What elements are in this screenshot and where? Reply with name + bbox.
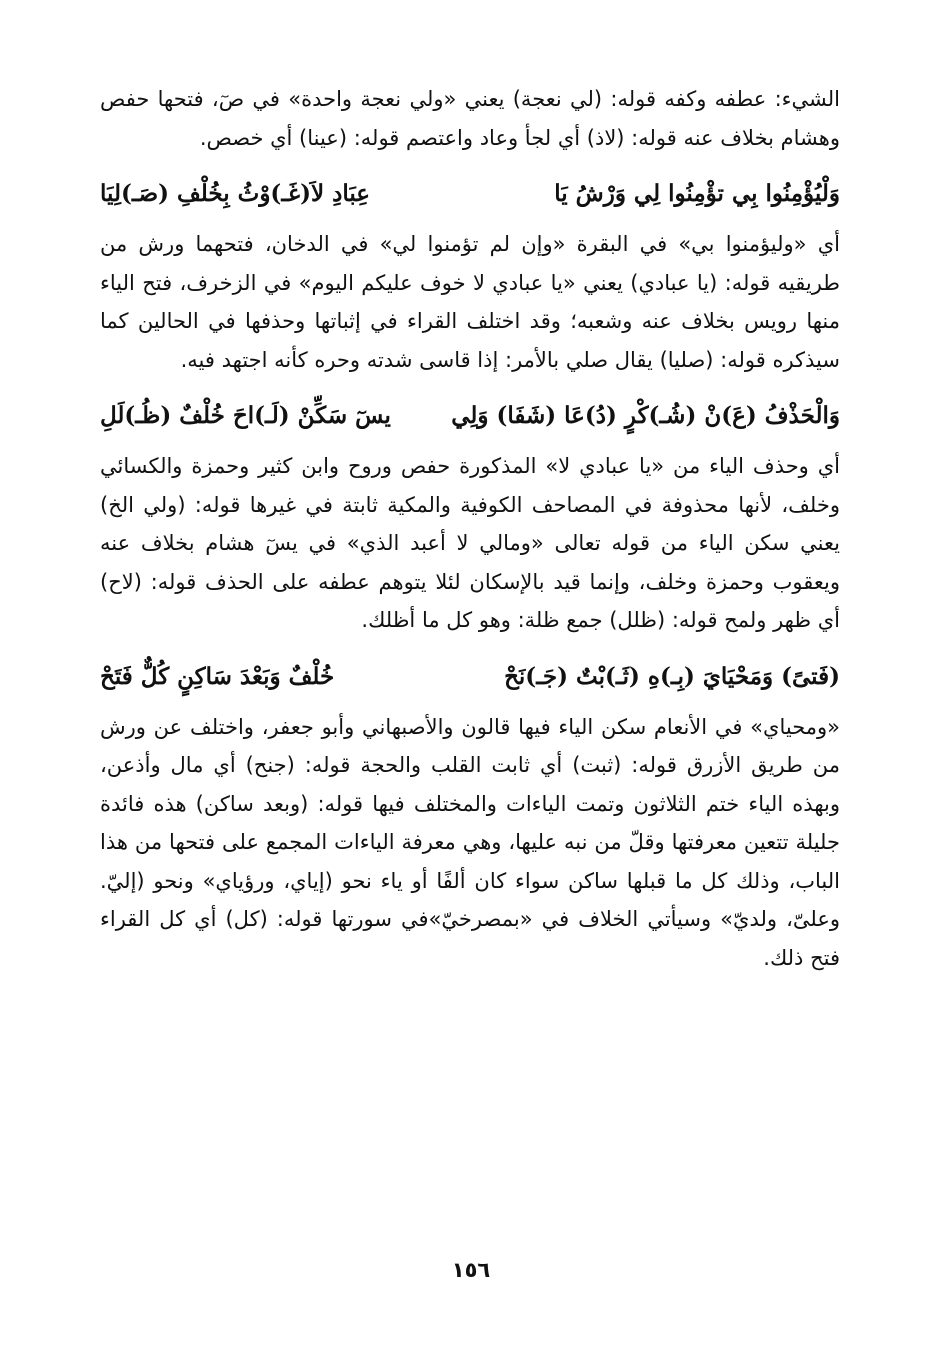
poem-verse-3 [100, 656, 840, 698]
page-number: ١٥٦ [451, 1258, 491, 1282]
verse-1-second-hemistich: عِبَادِ لاَ(غَـ)وْثُ بِخُلْفِ (صَـ)لِيَا [100, 180, 371, 207]
poem-verse-1 [100, 173, 840, 215]
verse-3-second-hemistich: خُلْفٌ وَبَعْدَ سَاكِنٍ كُلٌّ فَتَحْ [100, 662, 335, 690]
paragraph-4: «ومحياي» في الأنعام سكن الياء فيها قالون والأصبهاني وأبو جعفر، واختلف عن ورش من طريق الأزرق قوله: (ثبت) أي ثابت القلب والحجة قوله: (جنح) أي مال وأذعن، وبهذه الياء ختم الثلاثون وتمت الياءات والمختلف فيها قوله: (وبعد ساكن) هذه فائدة جليلة تتعين معرفتها وقلّ من نبه عليها، وهي معرفة الياءات المجمع على فتحها من هذا الباب، وذلك كل ما قبلها ساكن سواء كان ألفًا أو ياء نحو (إياي، ورؤياي» ونحو (إليّ. وعلىّ، ولديّ» وسيأتي الخلاف في «بمصرخيّ»في سورتها قوله: (كل) أي كل القراء فتح ذلك. [100, 714, 840, 970]
verse-2-first-hemistich: وَالْحَذْفُ (عَ)نْ (شُـ)كْرٍ (دُ)عَا (شَفَا) وَلِي [451, 402, 840, 429]
book-page [100, 80, 840, 1320]
paragraph-3: أي وحذف الياء من «يا عبادي لا» المذكورة حفص وروح وابن كثير وحمزة والكسائي وخلف، لأنها محذوفة في المصاحف الكوفية والمكية ثابتة في غيرها قوله: (ولي الخ) يعني سكن الياء من قوله تعالى «ومالي لا أعبد الذي» في يسٓ هشام بخلاف عنه ويعقوب وحمزة وخلف، وإنما قيد بالإسكان لئلا يتوهم عطفه على الحذف قوله: (لاح) أي ظهر ولمح قوله: (ظلل) جمع ظلة: وهو كل ما أظلك. [100, 454, 840, 632]
verse-1-first-hemistich: وَلْيُؤْمِنُوا بِي تؤْمِنُوا لِي وَرْشُ يَا [554, 180, 840, 207]
paragraph-1: الشيء: عطفه وكفه قوله: (لي نعجة) يعني «ولي نعجة واحدة» في صٓ، فتحها حفص وهشام بخلاف عنه قوله: (لاذ) أي لجأ وعاد واعتصم قوله: (عينا) أي خصص. [100, 87, 840, 150]
verse-2-second-hemistich: يسٓ سَكِّنْ (لَـ)احَ خُلْفٌ (ظُـ)لَلِ [100, 402, 391, 429]
paragraph-2: أي «وليؤمنوا بي» في البقرة «وإن لم تؤمنوا لي» في الدخان، فتحهما ورش من طريقيه قوله: (يا عبادي) يعني «يا عبادي لا خوف عليكم اليوم» في الزخرف، فتح الياء منها رويس بخلاف عنه وشعبه؛ وقد اختلف القراء في إثباتها وحذفها في الحالين كما سيذكره قوله: (صليا) يقال صلي بالأمر: إذا قاسى شدته وحره كأنه اجتهد فيه. [100, 232, 840, 372]
poem-verse-2 [100, 395, 840, 437]
verse-3-first-hemistich: (فَتىً) وَمَحْيَايَ (بِـ)هِ (ثَـ)بْتٌ (جَـ)نَحْ [504, 662, 840, 690]
